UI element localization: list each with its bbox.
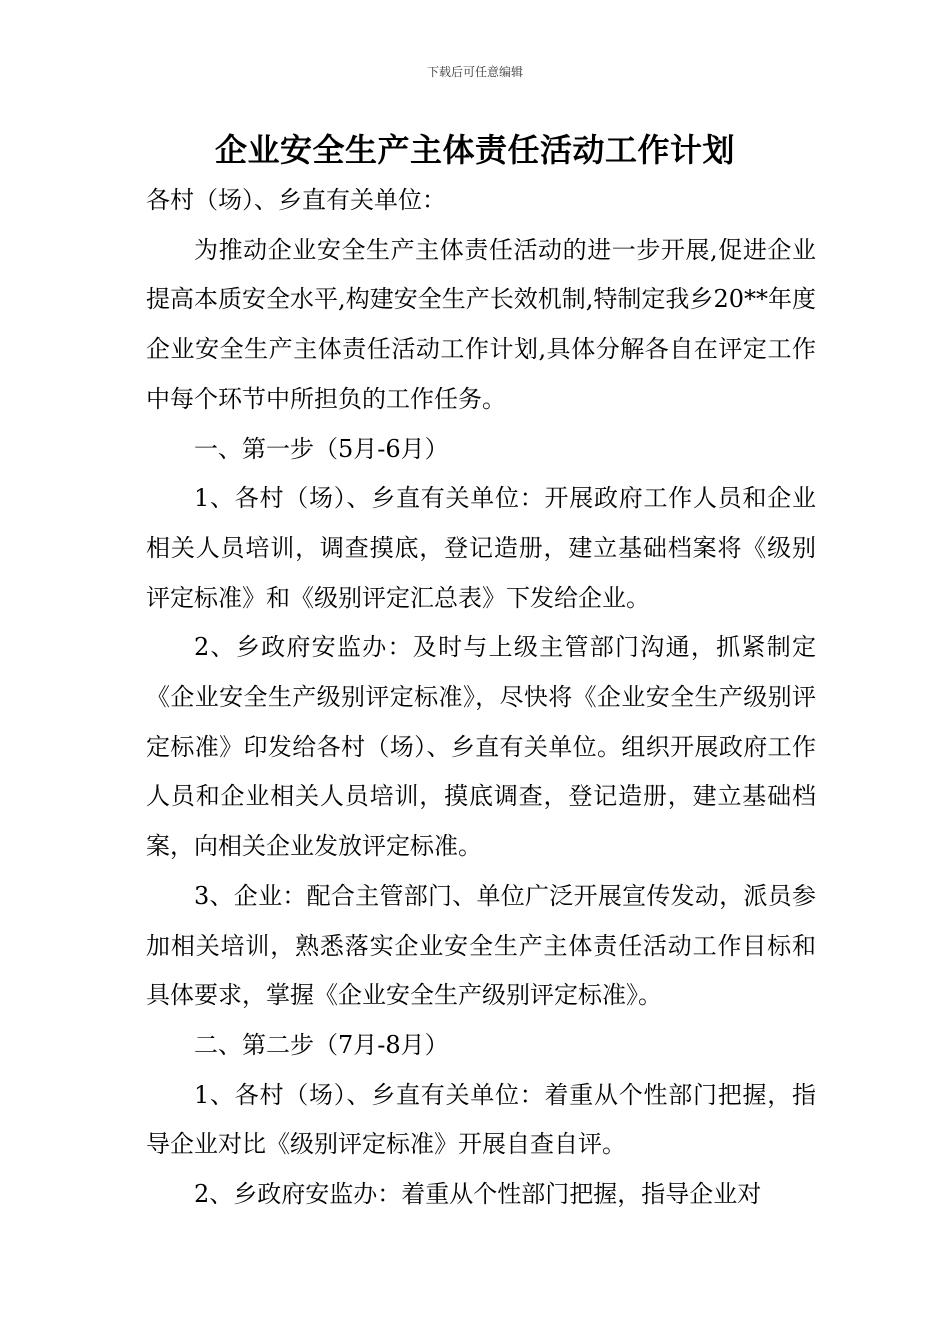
paragraph-step-two-item-2: 2、乡政府安监办：着重从个性部门把握，指导企业对 [194, 1180, 762, 1209]
header-note: 下载后可任意编辑 [426, 65, 523, 79]
paragraph-step-one-item-2: 2、乡政府安监办：及时与上级主管部门沟通，抓紧制定《企业安全生产级别评定标准》，尽快将《企业安全生产级别评定标准》印发给各村（场）、乡直有关单位。组织开展政府工作人员和企业相关人员培训，摸底调查，登记造册，建立基础档案，向相关企业发放评定标准。 [146, 633, 816, 861]
paragraph-step-two-item-1: 1、各村（场）、乡直有关单位：着重从个性部门把握，指导企业对比《级别评定标准》开展自查自评。 [146, 1080, 816, 1159]
section-heading-step-two: 二、第二步（7月-8月） [194, 1030, 449, 1059]
paragraph-step-one-item-1: 1、各村（场）、乡直有关单位：开展政府工作人员和企业相关人员培训，调查摸底，登记造册，建立基础档案将《级别评定标准》和《级别评定汇总表》下发给企业。 [146, 484, 816, 612]
document-body [146, 176, 816, 1220]
section-heading-step-one: 一、第一步（5月-6月） [194, 434, 449, 463]
paragraph-step-one-item-3: 3、企业：配合主管部门、单位广泛开展宣传发动，派员参加相关培训，熟悉落实企业安全生产主体责任活动工作目标和具体要求，掌握《企业安全生产级别评定标准》。 [146, 881, 816, 1010]
salutation: 各村（场）、乡直有关单位： [146, 186, 446, 214]
paragraph-intro: 为推动企业安全生产主体责任活动的进一步开展,促进企业提高本质安全水平,构建安全生产长效机制,特制定我乡20**年度企业安全生产主体责任活动工作计划,具体分解各自在评定工作中每个环节中所担负的工作任务。 [146, 235, 816, 413]
document-title: 企业安全生产主体责任活动工作计划 [214, 131, 735, 169]
